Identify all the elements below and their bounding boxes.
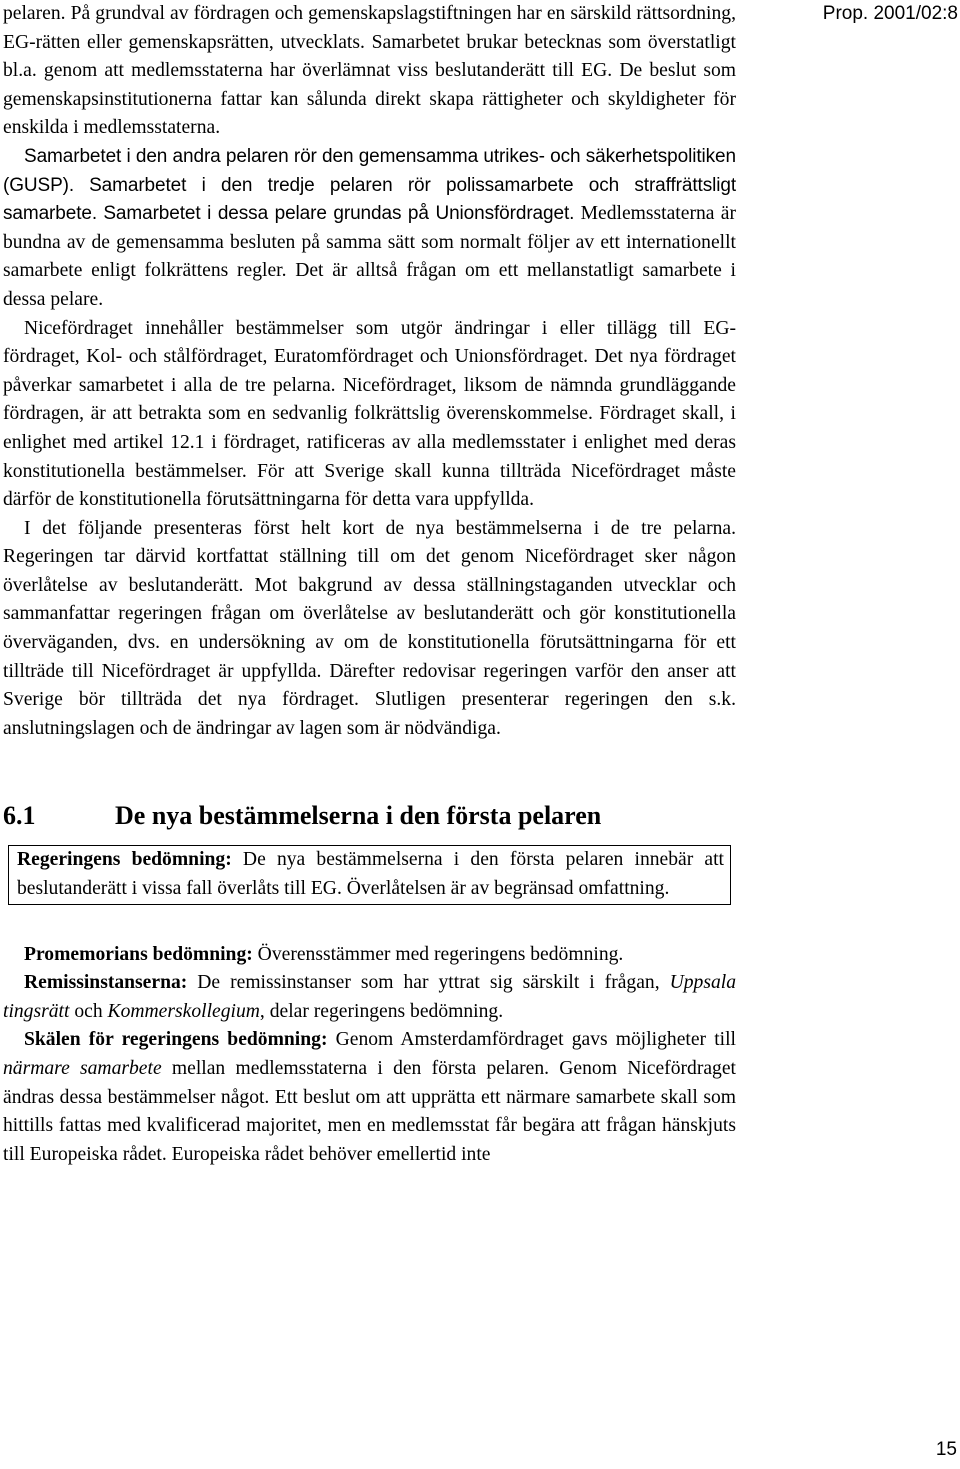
referral-bodies	[3, 969, 736, 1026]
page-number: 15	[935, 1439, 957, 1460]
reasons-term: närmare samarbete	[3, 1058, 162, 1079]
section-number: 6.1	[3, 801, 36, 831]
paragraph-text: Samarbetet i dessa pelare grundas på Unionsfördraget.	[103, 203, 575, 225]
government-assessment-box	[8, 845, 731, 904]
paragraph-text: Samarbetet i den tredje pelaren rör polissamarbete och straffrättsligt samarbete.	[3, 174, 736, 225]
main-column	[3, 0, 736, 1169]
paragraph-text: Medlemsstaterna är bundna av de gemensamma besluten på samma sätt som normalt följer av ett internationellt samarbete enligt folkrättens regler.	[3, 203, 736, 282]
referral-body-name: Kommerskollegium	[107, 1000, 260, 1022]
assessment-lead: Regeringens bedömning:	[17, 849, 232, 871]
reasons-for-assessment	[3, 1026, 736, 1169]
memo-text: Överensstämmer med regeringens bedömning.	[252, 943, 624, 965]
section-heading	[3, 799, 736, 833]
paragraph-first-pillar	[3, 0, 736, 143]
referral-text: , delar regeringens bedömning.	[259, 1000, 504, 1022]
paragraph-text: Samarbetet i den andra pelaren rör den gemensamma utrikes- och säkerhetspolitiken (GUSP).	[3, 145, 736, 196]
paragraph-text: Det är alltså frågan om ett mellanstatligt samarbete i dessa pelare.	[3, 260, 736, 310]
paragraph-nice-treaty: Nicefördraget innehåller bestämmelser som utgör ändringar i eller tillägg till EG-fördraget, Kol- och stålfördraget, Euratomfördraget och Unionsfördraget. Det nya fördraget påverkar samarbetet i alla de tre pelarna. Nicefördraget, liksom de nämnda grundläggande fördragen, är att betrakta som en sedvanlig folkrättslig överenskommelse. Fördraget skall, i enlighet med artikel 12.1 i fördraget, ratificeras av alla medlemsstater i enlighet med deras konstitutionella bestämmelser. För att Sverige skall kunna tillträda Nicefördraget måste därför de konstitutionella förutsättningarna för detta vara uppfyllda.	[3, 317, 736, 511]
paragraph-text: De beslut som gemenskapsinstitutionerna fattar kan sålunda direkt skapa rättigheter och skyldigheter för enskilda i medlemsstaterna.	[3, 60, 736, 139]
paragraph-second-third-pillar	[3, 143, 736, 315]
reasons-lead: Skälen för regeringens bedömning:	[24, 1029, 328, 1051]
reasons-text: Genom Amsterdamfördraget gavs möjligheter till	[327, 1029, 736, 1051]
referral-lead: Remissinstanserna:	[24, 972, 188, 994]
memo-assessment	[3, 941, 736, 970]
assessment-text: De nya bestämmelserna i den första pelaren innebär att beslutanderätt i vissa fall överlåts till EG. Överlåtelsen är av begränsad omfattning.	[17, 849, 725, 900]
referral-text: De remissinstanser som har yttrat sig särskilt i frågan,	[187, 972, 670, 994]
reasons-text: mellan medlemsstaterna i den första pelaren. Genom Nicefördraget ändras dessa bestämmelser något. Ett beslut om att upprätta ett närmare samarbete skall som hittills fattas med kvalificerad majoritet, men en medlemsstat får begära att frågan hänskjuts till Europeiska rådet. Europeiska rådet behöver emellertid inte	[3, 1058, 736, 1165]
proposition-reference: Prop. 2001/02:8	[822, 3, 958, 24]
box-spacer	[3, 905, 736, 941]
referral-body-name: Uppsala tingsrätt	[3, 972, 736, 1022]
memo-lead: Promemorians bedömning:	[24, 943, 253, 965]
section-title: De nya bestämmelserna i den första pelaren	[115, 801, 602, 831]
paragraph-text: Samarbetet brukar betecknas som överstatligt bl.a. genom att medlemsstaterna har överlämnat viss beslutanderätt till EG.	[3, 31, 736, 82]
government-assessment	[17, 846, 724, 903]
referral-text: och	[69, 1000, 108, 1022]
section-spacer	[3, 743, 736, 799]
paragraph-presentation: I det följande presenteras först helt kort de nya bestämmelserna i de tre pelarna. Regeringen tar därvid kortfattat ställning till om det genom Nicefördraget sker någon överlåtelse av beslutanderätt. Mot bakgrund av dessa ställningstaganden utvecklar och sammanfattar regeringen frågan om överlåtelse av beslutanderätt och gör konstitutionella överväganden, dvs. en undersökning av om de konstitutionella förutsättningarna för ett tillträde till Nicefördraget är uppfyllda. Därefter redovisar regeringen varför den anser att Sverige bör tillträda det nya fördraget. Slutligen presenterar regeringen den s.k. anslutningslagen och de ändringar av lagen som är nödvändiga.	[3, 517, 736, 739]
paragraph-text: pelaren. På grundval av fördragen och gemenskapslagstiftningen har en särskild rättsordning, EG-rätten eller gemenskapsrätten, utvecklats.	[3, 3, 736, 53]
